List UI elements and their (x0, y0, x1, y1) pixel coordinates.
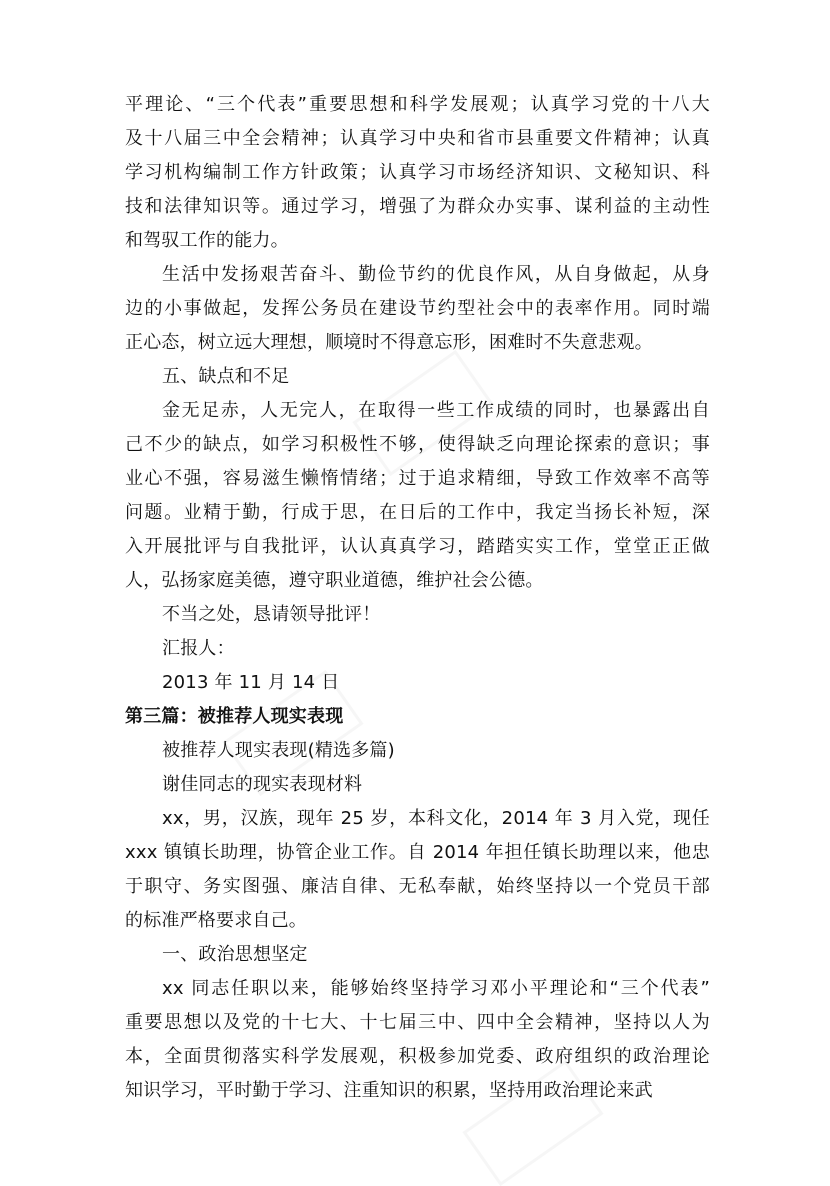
section-heading: 第三篇：被推荐人现实表现 (125, 706, 344, 727)
text-line: 边的小事做起，发挥公务员在建设节约型社会中的表率作用。同时端 (125, 298, 710, 319)
document-body (125, 88, 710, 1108)
text-line: 一、政治思想坚定 (162, 944, 308, 965)
text-line: 和驾驭工作的能力。 (125, 230, 289, 251)
text-line: 问题。业精于勤，行成于思，在日后的工作中，我定当扬长补短，深 (125, 502, 710, 523)
text-line: 知识学习，平时勤于学习、注重知识的积累，坚持用政治理论来武 (125, 1080, 653, 1101)
text-line: xx，男，汉族，现年 25 岁，本科文化，2014 年 3 月入党，现任 (162, 808, 710, 829)
text-line: 技和法律知识等。通过学习，增强了为群众办实事、谋利益的主动性 (125, 196, 710, 217)
text-line: 入开展批评与自我批评，认认真真学习，踏踏实实工作，堂堂正正做 (125, 536, 710, 557)
text-line: 重要思想以及党的十七大、十七届三中、四中全会精神，坚持以人为 (125, 1012, 710, 1033)
text-line: 学习机构编制工作方针政策；认真学习市场经济知识、文秘知识、科 (125, 162, 710, 183)
text-line: 不当之处，恳请领导批评！ (162, 604, 381, 625)
text-line: 汇报人： (162, 638, 235, 659)
text-line: xx 同志任职以来，能够始终坚持学习邓小平理论和“三个代表” (162, 978, 710, 999)
text-line: 业心不强，容易滋生懒惰情绪；过于追求精细，导致工作效率不高等 (125, 468, 710, 489)
text-line: 2013 年 11 月 14 日 (162, 672, 340, 693)
text-line: 的标准严格要求自己。 (125, 910, 307, 931)
text-line: xxx 镇镇长助理，协管企业工作。自 2014 年担任镇长助理以来，他忠 (125, 842, 710, 863)
text-line: 己不少的缺点，如学习积极性不够，使得缺乏向理论探索的意识；事 (125, 434, 710, 455)
text-line: 金无足赤，人无完人，在取得一些工作成绩的同时，也暴露出自 (162, 400, 710, 421)
text-line: 谢佳同志的现实表现材料 (162, 774, 363, 795)
text-line: 人，弘扬家庭美德，遵守职业道德，维护社会公德。 (125, 570, 544, 591)
text-line: 正心态，树立远大理想，顺境时不得意忘形，困难时不失意悲观。 (125, 332, 653, 353)
text-line: 五、缺点和不足 (162, 366, 290, 387)
text-line: 被推荐人现实表现(精选多篇) (162, 740, 395, 761)
text-line: 本，全面贯彻落实科学发展观，积极参加党委、政府组织的政治理论 (125, 1046, 710, 1067)
text-line: 平理论、“三个代表”重要思想和科学发展观；认真学习党的十八大 (125, 94, 710, 115)
text-line: 于职守、务实图强、廉洁自律、无私奉献，始终坚持以一个党员干部 (125, 876, 710, 897)
text-line: 生活中发扬艰苦奋斗、勤俭节约的优良作风，从自身做起，从身 (162, 264, 710, 285)
text-line: 及十八届三中全会精神；认真学习中央和省市县重要文件精神；认真 (125, 128, 710, 149)
